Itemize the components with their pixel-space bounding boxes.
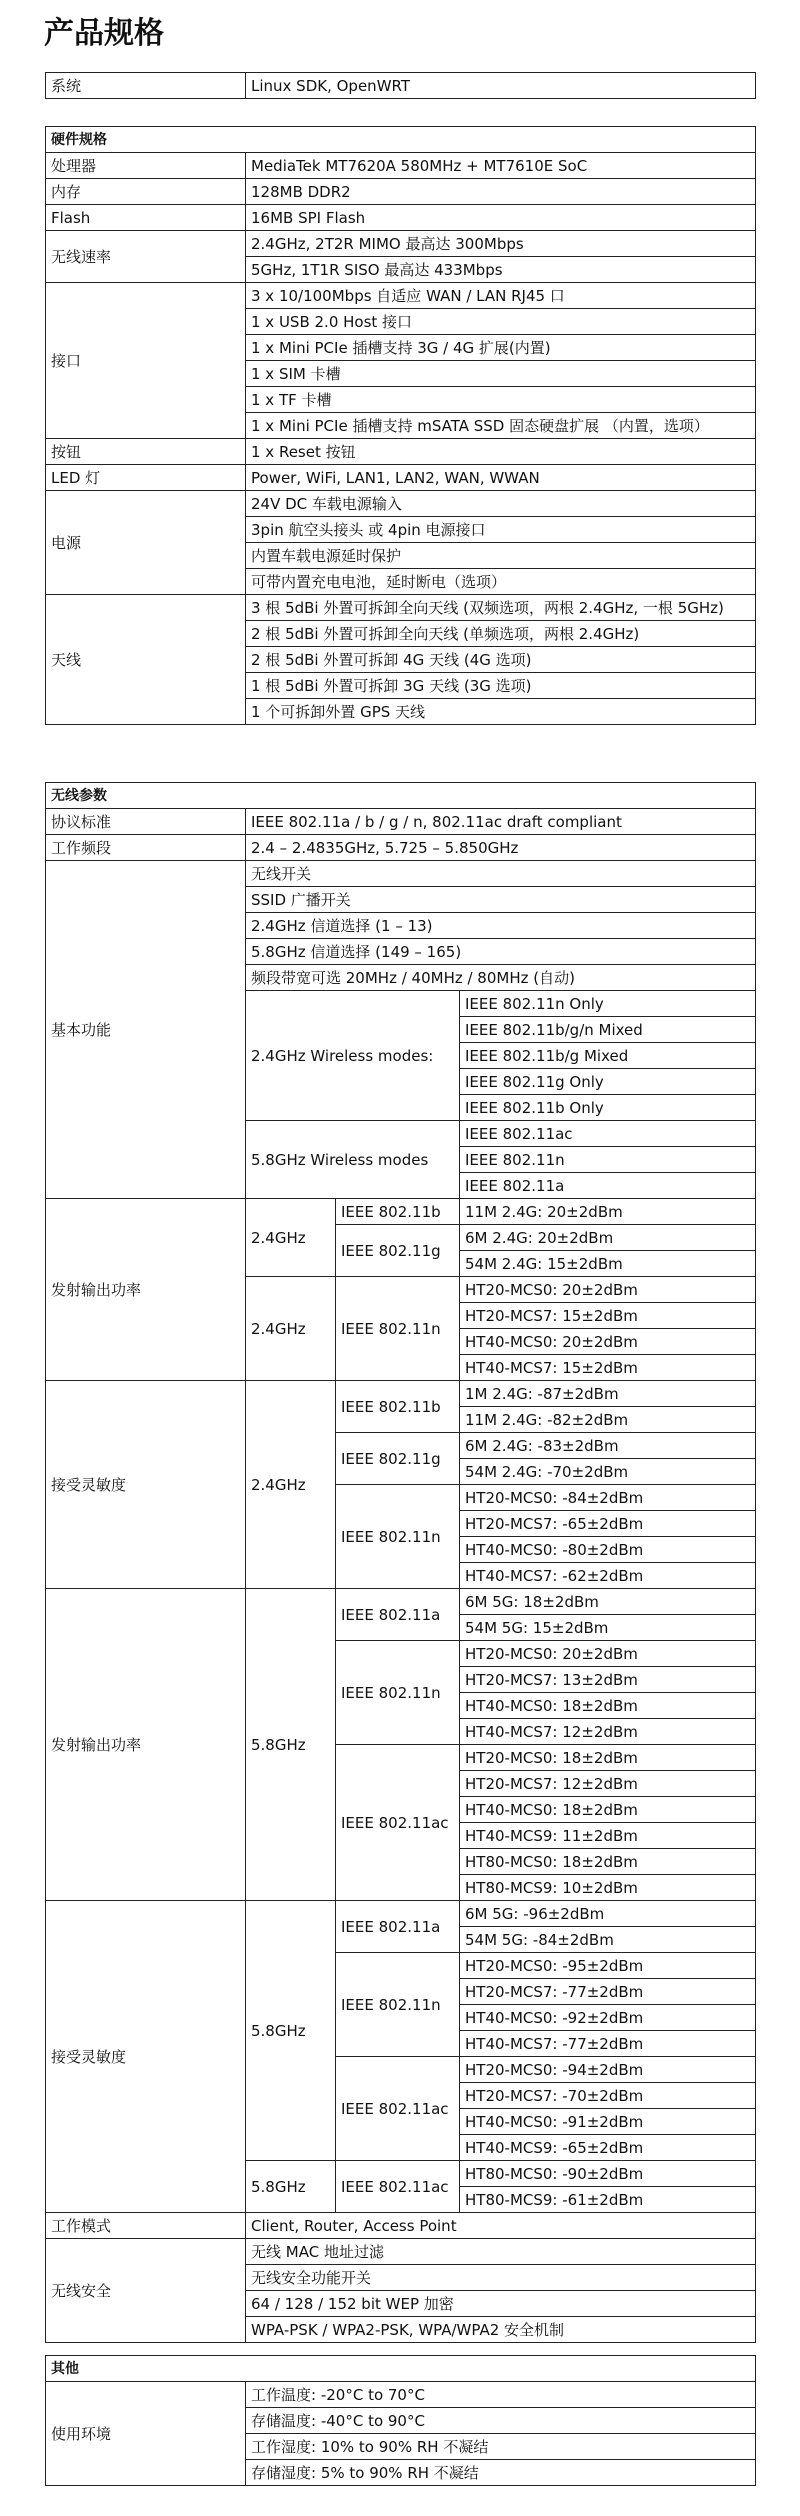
row-value: HT40-MCS0: 18±2dBm <box>460 1693 756 1719</box>
row-label: 发射输出功率 <box>46 1589 246 1901</box>
row-value: IEEE 802.11n <box>460 1147 756 1173</box>
table-row <box>46 439 756 465</box>
row-value: 54M 2.4G: 15±2dBm <box>460 1251 756 1277</box>
table-row <box>46 491 756 517</box>
row-value: HT20-MCS0: 20±2dBm <box>460 1641 756 1667</box>
row-label: 接受灵敏度 <box>46 1381 246 1589</box>
row-value: HT20-MCS7: -70±2dBm <box>460 2083 756 2109</box>
row-value: 1 根 5dBi 外置可拆卸 3G 天线 (3G 选项) <box>246 673 756 699</box>
standard-label: IEEE 802.11n <box>336 1485 460 1589</box>
row-label: 接受灵敏度 <box>46 1901 246 2213</box>
row-value: IEEE 802.11a / b / g / n, 802.11ac draft compliant <box>246 809 756 835</box>
row-value: 1 x Mini PCIe 插槽支持 mSATA SSD 固态硬盘扩展 （内置，选项） <box>246 413 756 439</box>
standard-label: IEEE 802.11g <box>336 1225 460 1277</box>
row-value: HT40-MCS0: -92±2dBm <box>460 2005 756 2031</box>
row-value: 2 根 5dBi 外置可拆卸 4G 天线 (4G 选项) <box>246 647 756 673</box>
page-title: 产品规格 <box>44 16 164 51</box>
section-header-row <box>46 783 756 809</box>
row-value: 1 x Reset 按钮 <box>246 439 756 465</box>
row-value: HT40-MCS0: 20±2dBm <box>460 1329 756 1355</box>
row-value: 6M 5G: -96±2dBm <box>460 1901 756 1927</box>
table-row <box>46 1199 756 1225</box>
table-row <box>46 835 756 861</box>
row-value: 无线开关 <box>246 861 756 887</box>
row-value: Power, WiFi, LAN1, LAN2, WAN, WWAN <box>246 465 756 491</box>
table-row <box>46 861 756 887</box>
standard-label: IEEE 802.11b <box>336 1199 460 1225</box>
row-value: 6M 5G: 18±2dBm <box>460 1589 756 1615</box>
row-value: 3 根 5dBi 外置可拆卸全向天线 (双频选项，两根 2.4GHz, 一根 5GHz) <box>246 595 756 621</box>
section-title: 硬件规格 <box>46 127 756 153</box>
row-value: HT80-MCS0: 18±2dBm <box>460 1849 756 1875</box>
row-value: 6M 2.4G: -83±2dBm <box>460 1433 756 1459</box>
row-label: 内存 <box>46 179 246 205</box>
row-value: Linux SDK, OpenWRT <box>246 73 756 99</box>
section-header-row <box>46 2356 756 2382</box>
table-row <box>46 2382 756 2408</box>
row-value: 64 / 128 / 152 bit WEP 加密 <box>246 2291 756 2317</box>
row-value: HT40-MCS7: -62±2dBm <box>460 1563 756 1589</box>
row-value: 54M 5G: -84±2dBm <box>460 1927 756 1953</box>
row-label: 协议标准 <box>46 809 246 835</box>
hardware-table <box>45 126 756 725</box>
table-row <box>46 1381 756 1407</box>
table-row <box>46 231 756 257</box>
standard-label: IEEE 802.11ac <box>336 2161 460 2213</box>
row-value: WPA-PSK / WPA2-PSK, WPA/WPA2 安全机制 <box>246 2317 756 2343</box>
section-header-row <box>46 127 756 153</box>
band-label: 2.4GHz <box>246 1277 336 1381</box>
row-value: 6M 2.4G: 20±2dBm <box>460 1225 756 1251</box>
row-value: HT20-MCS7: -77±2dBm <box>460 1979 756 2005</box>
table-row <box>46 2213 756 2239</box>
row-label: 无线安全 <box>46 2239 246 2343</box>
row-value: HT40-MCS0: -91±2dBm <box>460 2109 756 2135</box>
row-label: 无线速率 <box>46 231 246 283</box>
row-value: HT20-MCS0: -94±2dBm <box>460 2057 756 2083</box>
row-value: 2.4GHz, 2T2R MIMO 最高达 300Mbps <box>246 231 756 257</box>
row-label: 接口 <box>46 283 246 439</box>
row-value: HT40-MCS0: 18±2dBm <box>460 1797 756 1823</box>
row-value: 1 个可拆卸外置 GPS 天线 <box>246 699 756 725</box>
row-label: 天线 <box>46 595 246 725</box>
table-row <box>46 595 756 621</box>
row-value: 5.8GHz 信道选择 (149 – 165) <box>246 939 756 965</box>
row-value: 内置车载电源延时保护 <box>246 543 756 569</box>
standard-label: IEEE 802.11a <box>336 1589 460 1641</box>
standard-label: IEEE 802.11n <box>336 1641 460 1745</box>
row-value: Client, Router, Access Point <box>246 2213 756 2239</box>
row-label: 使用环境 <box>46 2382 246 2486</box>
row-value: 存储湿度: 5% to 90% RH 不凝结 <box>246 2460 756 2486</box>
row-value: 11M 2.4G: -82±2dBm <box>460 1407 756 1433</box>
row-value: 1 x Mini PCIe 插槽支持 3G / 4G 扩展(内置) <box>246 335 756 361</box>
row-label: Flash <box>46 205 246 231</box>
row-value: 2.4 – 2.4835GHz, 5.725 – 5.850GHz <box>246 835 756 861</box>
row-value: IEEE 802.11ac <box>460 1121 756 1147</box>
row-value: 1 x SIM 卡槽 <box>246 361 756 387</box>
table-row <box>46 1901 756 1927</box>
row-value: 无线 MAC 地址过滤 <box>246 2239 756 2265</box>
row-label: 发射输出功率 <box>46 1199 246 1381</box>
standard-label: IEEE 802.11ac <box>336 2057 460 2161</box>
row-label: 电源 <box>46 491 246 595</box>
row-label: 系统 <box>46 73 246 99</box>
row-value: SSID 广播开关 <box>246 887 756 913</box>
standard-label: IEEE 802.11b <box>336 1381 460 1433</box>
band-label: 2.4GHz <box>246 1199 336 1277</box>
row-value: HT40-MCS7: 15±2dBm <box>460 1355 756 1381</box>
row-value: 工作温度: -20°C to 70°C <box>246 2382 756 2408</box>
row-value: HT80-MCS9: -61±2dBm <box>460 2187 756 2213</box>
row-value: HT20-MCS7: -65±2dBm <box>460 1511 756 1537</box>
row-value: 3pin 航空头接头 或 4pin 电源接口 <box>246 517 756 543</box>
row-value: HT40-MCS9: -65±2dBm <box>460 2135 756 2161</box>
row-value: 3 x 10/100Mbps 自适应 WAN / LAN RJ45 口 <box>246 283 756 309</box>
row-value: MediaTek MT7620A 580MHz + MT7610E SoC <box>246 153 756 179</box>
standard-label: IEEE 802.11g <box>336 1433 460 1485</box>
row-value: 1M 2.4G: -87±2dBm <box>460 1381 756 1407</box>
standard-label: IEEE 802.11ac <box>336 1745 460 1901</box>
row-value: 可带内置充电电池，延时断电（选项） <box>246 569 756 595</box>
band-label: 5.8GHz <box>246 1901 336 2161</box>
row-value: HT80-MCS9: 10±2dBm <box>460 1875 756 1901</box>
standard-label: IEEE 802.11n <box>336 1953 460 2057</box>
row-value: HT20-MCS0: 20±2dBm <box>460 1277 756 1303</box>
row-value: HT20-MCS7: 13±2dBm <box>460 1667 756 1693</box>
row-label: 基本功能 <box>46 861 246 1199</box>
row-value: IEEE 802.11a <box>460 1173 756 1199</box>
row-value: HT80-MCS0: -90±2dBm <box>460 2161 756 2187</box>
row-value: 2.4GHz 信道选择 (1 – 13) <box>246 913 756 939</box>
section-title: 无线参数 <box>46 783 756 809</box>
table-row <box>46 1589 756 1615</box>
table-row <box>46 809 756 835</box>
table-row <box>46 73 756 99</box>
system-table <box>45 72 756 99</box>
standard-label: IEEE 802.11a <box>336 1901 460 1953</box>
row-value: 54M 2.4G: -70±2dBm <box>460 1459 756 1485</box>
table-row <box>46 153 756 179</box>
table-row <box>46 179 756 205</box>
section-title: 其他 <box>46 2356 756 2382</box>
row-label: LED 灯 <box>46 465 246 491</box>
other-table <box>45 2355 756 2486</box>
table-row <box>46 283 756 309</box>
row-value: IEEE 802.11n Only <box>460 991 756 1017</box>
row-value: 存储温度: -40°C to 90°C <box>246 2408 756 2434</box>
standard-label: IEEE 802.11n <box>336 1277 460 1381</box>
row-value: 2 根 5dBi 外置可拆卸全向天线 (单频选项，两根 2.4GHz) <box>246 621 756 647</box>
row-value: 54M 5G: 15±2dBm <box>460 1615 756 1641</box>
row-value: IEEE 802.11b/g/n Mixed <box>460 1017 756 1043</box>
row-value: 1 x USB 2.0 Host 接口 <box>246 309 756 335</box>
row-value: HT20-MCS7: 15±2dBm <box>460 1303 756 1329</box>
band-label: 5.8GHz <box>246 2161 336 2213</box>
row-value: HT20-MCS0: 18±2dBm <box>460 1745 756 1771</box>
row-value: 11M 2.4G: 20±2dBm <box>460 1199 756 1225</box>
row-value: 工作湿度: 10% to 90% RH 不凝结 <box>246 2434 756 2460</box>
table-row <box>46 2239 756 2265</box>
table-row <box>46 465 756 491</box>
row-value: 5GHz, 1T1R SISO 最高达 433Mbps <box>246 257 756 283</box>
band-label: 5.8GHz <box>246 1589 336 1901</box>
row-value: HT40-MCS0: -80±2dBm <box>460 1537 756 1563</box>
table-row <box>46 205 756 231</box>
row-value: 24V DC 车载电源输入 <box>246 491 756 517</box>
sub-label: 2.4GHz Wireless modes: <box>246 991 460 1121</box>
row-value: 1 x TF 卡槽 <box>246 387 756 413</box>
row-label: 处理器 <box>46 153 246 179</box>
row-label: 工作模式 <box>46 2213 246 2239</box>
row-value: 128MB DDR2 <box>246 179 756 205</box>
row-value: HT20-MCS7: 12±2dBm <box>460 1771 756 1797</box>
row-value: IEEE 802.11b Only <box>460 1095 756 1121</box>
row-value: HT40-MCS7: -77±2dBm <box>460 2031 756 2057</box>
band-label: 2.4GHz <box>246 1381 336 1589</box>
sub-label: 5.8GHz Wireless modes <box>246 1121 460 1199</box>
wireless-table <box>45 782 756 2343</box>
row-value: HT40-MCS9: 11±2dBm <box>460 1823 756 1849</box>
row-value: HT20-MCS0: -84±2dBm <box>460 1485 756 1511</box>
row-value: 16MB SPI Flash <box>246 205 756 231</box>
row-value: HT20-MCS0: -95±2dBm <box>460 1953 756 1979</box>
row-label: 工作频段 <box>46 835 246 861</box>
row-value: IEEE 802.11g Only <box>460 1069 756 1095</box>
row-value: 无线安全功能开关 <box>246 2265 756 2291</box>
row-value: 频段带宽可选 20MHz / 40MHz / 80MHz (自动) <box>246 965 756 991</box>
row-value: HT40-MCS7: 12±2dBm <box>460 1719 756 1745</box>
row-value: IEEE 802.11b/g Mixed <box>460 1043 756 1069</box>
row-label: 按钮 <box>46 439 246 465</box>
